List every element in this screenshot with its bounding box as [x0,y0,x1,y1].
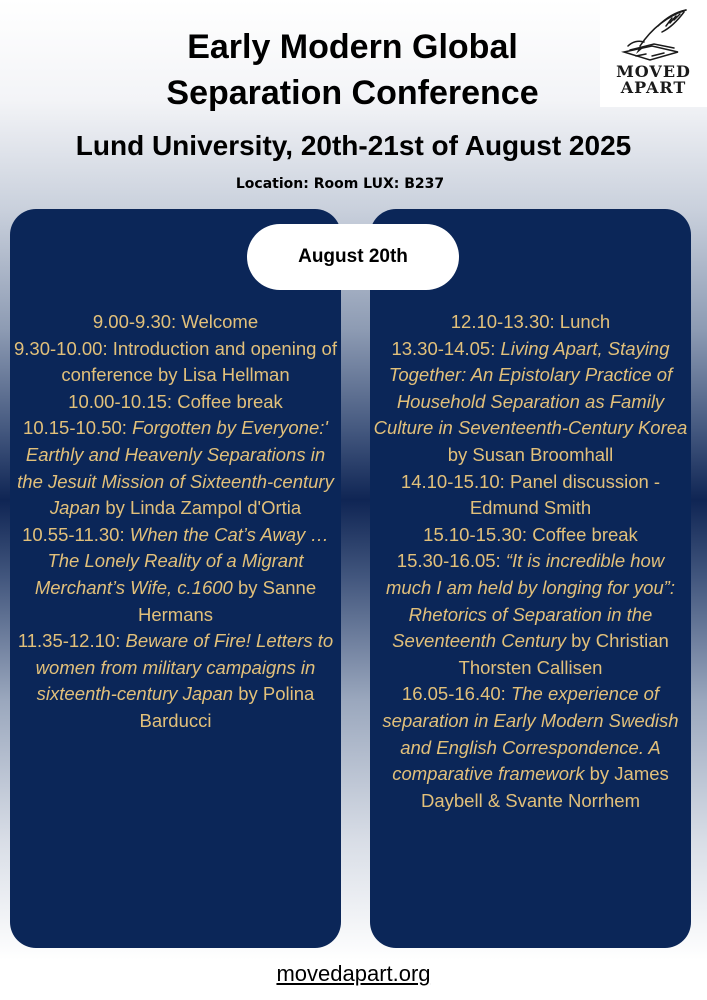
session-item: 15.10-15.30: Coffee break [423,523,638,545]
session-item: 15.30-16.05: “It is incredible how much I am held by longing for you”: Rhetorics of Separation in the Seventeenth Century by Christian Thorsten Callisen [386,550,675,678]
conference-title: Early Modern Global Separation Conference [166,28,539,112]
website-link[interactable]: movedapart.org [276,961,431,986]
logo-moved: MOVED [616,62,691,81]
session-item: 9.30-10.00: Introduction and opening of conference by Lisa Hellman [14,337,337,386]
session-item: 10.00-10.15: Coffee break [68,390,283,412]
session-item: 12.10-13.30: Lunch [450,311,611,332]
quill-and-letters-icon [616,6,692,64]
conference-venue-dates: Lund University, 20th-21st of August 2025 [75,130,632,161]
logo-apart: APART [620,78,687,97]
day-label: August 20th [247,224,459,290]
session-item: 11.35-12.10: Beware of Fire! Letters to women from military campaigns in sixteenth-century Japan by Polina Barducci [17,630,334,731]
session-item: 10.55-11.30: When the Cat’s Away … The Lonely Reality of a Migrant Merchant’s Wife, c.1600 by Sanne Hermans [22,523,329,625]
conference-location: Location: Room LUX: B237 [235,176,445,192]
session-item: 16.05-16.40: The experience of separation in Early Modern Swedish and English Correspondence. A comparative framework by James Daybell & Svante Norrhem [382,683,679,811]
afternoon-schedule-panel [370,209,691,948]
session-item: 14.10-15.10: Panel discussion - Edmund Smith [400,470,661,519]
session-item: 10.15-10.50: Forgotten by Everyone:' Earthly and Heavenly Separations in the Jesuit Mission of Sixteenth-century Japan by Linda Zampol d'Ortia [17,417,334,519]
session-item: 13.30-14.05: Living Apart, Staying Together: An Epistolary Practice of Household Separation as Family Culture in Seventeenth-Century Korea by Susan Broomhall [373,337,688,465]
moved-apart-logo [600,0,707,107]
morning-schedule-panel [10,209,341,948]
session-item: 9.00-9.30: Welcome [92,311,259,332]
